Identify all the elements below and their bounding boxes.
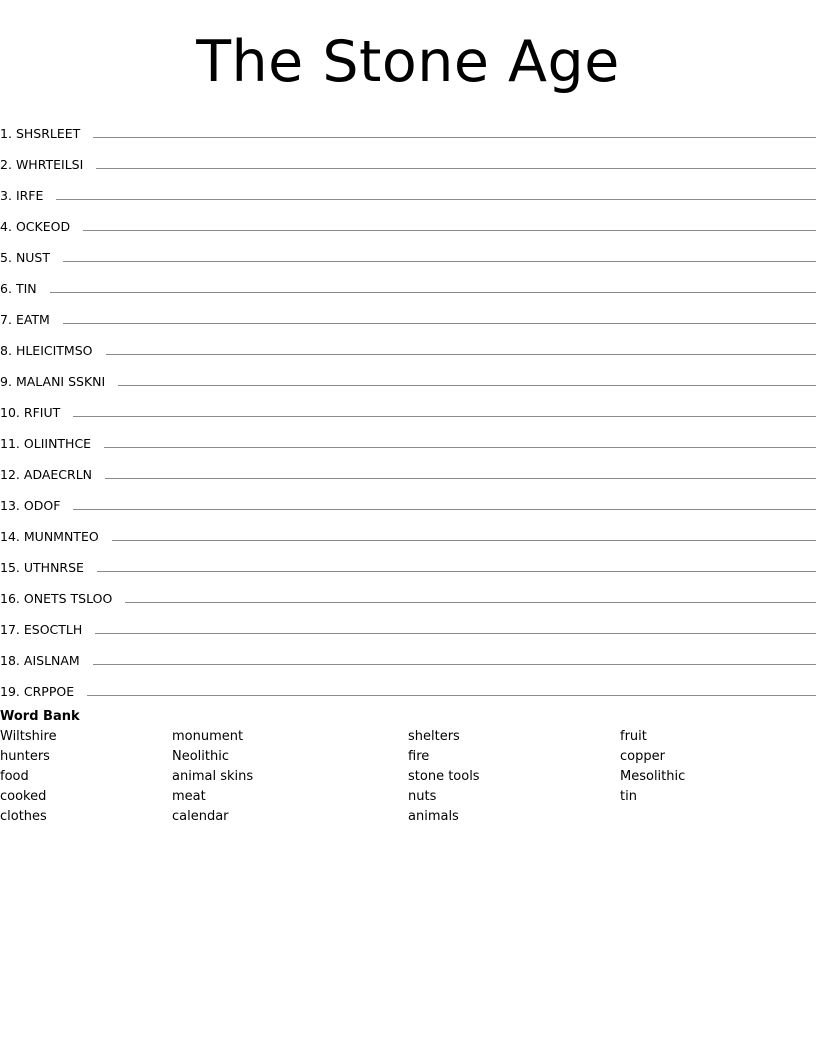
question-number: 3. (0, 188, 12, 203)
scrambled-word: AISLNAM (23, 653, 80, 668)
question-number: 18. (0, 653, 20, 668)
answer-line[interactable] (112, 539, 816, 541)
question-number: 16. (0, 591, 20, 606)
answer-line[interactable] (96, 167, 816, 169)
answer-line[interactable] (97, 570, 816, 572)
question-number: 12. (0, 467, 20, 482)
question-number: 14. (0, 529, 20, 544)
question-label (0, 251, 50, 267)
word-bank-word: Wiltshire (0, 729, 57, 744)
question-row (0, 205, 816, 236)
scrambled-word: IRFE (15, 188, 44, 203)
scrambled-word: ODOF (23, 498, 61, 513)
scrambled-word: TIN (15, 281, 37, 296)
answer-line[interactable] (93, 136, 816, 138)
question-row (0, 546, 816, 577)
answer-line[interactable] (106, 353, 816, 355)
answer-line[interactable] (83, 229, 816, 231)
question-row (0, 112, 816, 143)
scrambled-word: RFIUT (23, 405, 61, 420)
scrambled-word: NUST (15, 250, 51, 265)
answer-line[interactable] (50, 291, 816, 293)
question-row (0, 236, 816, 267)
question-label (0, 561, 84, 577)
question-number: 11. (0, 436, 20, 451)
scrambled-word: ESOCTLH (23, 622, 83, 637)
question-label (0, 623, 82, 639)
question-row (0, 515, 816, 546)
word-bank-word: copper (620, 749, 665, 764)
word-bank-word: calendar (172, 809, 229, 824)
answer-line[interactable] (125, 601, 816, 603)
word-bank-word: cooked (0, 789, 47, 804)
question-number: 19. (0, 684, 20, 699)
question-number: 15. (0, 560, 20, 575)
answer-line[interactable] (73, 508, 816, 510)
word-bank-word: Neolithic (172, 749, 229, 764)
question-label (0, 685, 74, 701)
question-number: 6. (0, 281, 12, 296)
question-label (0, 530, 99, 546)
answer-line[interactable] (87, 694, 816, 696)
question-number: 9. (0, 374, 12, 389)
question-row (0, 267, 816, 298)
scrambled-word: ADAECRLN (23, 467, 93, 482)
question-label (0, 468, 92, 484)
scrambled-word: UTHNRSE (23, 560, 84, 575)
question-number: 10. (0, 405, 20, 420)
question-label (0, 189, 43, 205)
question-row (0, 639, 816, 670)
word-bank-word: fruit (620, 729, 647, 744)
answer-line[interactable] (93, 663, 816, 665)
word-bank-word: Mesolithic (620, 769, 686, 784)
word-bank-grid (0, 725, 816, 835)
word-bank-word: fire (408, 749, 430, 764)
answer-line[interactable] (73, 415, 816, 417)
question-row (0, 453, 816, 484)
question-label (0, 437, 91, 453)
question-row (0, 484, 816, 515)
question-row (0, 174, 816, 205)
answer-line[interactable] (118, 384, 816, 386)
question-label (0, 375, 105, 391)
answer-line[interactable] (95, 632, 816, 634)
answer-line[interactable] (63, 322, 816, 324)
question-number: 8. (0, 343, 12, 358)
question-label (0, 220, 70, 236)
scrambled-word: MUNMNTEO (23, 529, 99, 544)
scrambled-word: ONETS TSLOO (23, 591, 113, 606)
scrambled-word: OLIINTHCE (23, 436, 92, 451)
word-bank-column (620, 727, 685, 807)
question-label (0, 592, 112, 608)
question-label (0, 158, 83, 174)
question-label (0, 499, 60, 515)
scrambled-word: CRPPOE (23, 684, 75, 699)
word-bank-word: tin (620, 789, 637, 804)
word-bank-word: meat (172, 789, 206, 804)
word-bank-word: monument (172, 729, 244, 744)
question-list (0, 112, 816, 701)
question-label (0, 127, 80, 143)
question-label (0, 654, 80, 670)
scrambled-word: MALANI SSKNI (15, 374, 106, 389)
question-number: 4. (0, 219, 12, 234)
scrambled-word: SHSRLEET (15, 126, 81, 141)
word-bank (0, 708, 816, 835)
word-bank-word: nuts (408, 789, 437, 804)
question-row (0, 391, 816, 422)
question-number: 2. (0, 157, 12, 172)
scrambled-word: HLEICITMSO (15, 343, 93, 358)
question-row (0, 329, 816, 360)
question-number: 17. (0, 622, 20, 637)
question-label (0, 406, 60, 422)
answer-line[interactable] (63, 260, 816, 262)
word-bank-word: food (0, 769, 29, 784)
page-title: The Stone Age (196, 29, 620, 95)
word-bank-word: stone tools (408, 769, 480, 784)
question-row (0, 143, 816, 174)
scrambled-word: OCKEOD (15, 219, 71, 234)
question-row (0, 422, 816, 453)
word-bank-column (172, 727, 253, 827)
scrambled-word: WHRTEILSI (15, 157, 84, 172)
question-row (0, 608, 816, 639)
word-bank-word: shelters (408, 729, 460, 744)
question-number: 13. (0, 498, 20, 513)
word-bank-word: animal skins (172, 769, 254, 784)
answer-line[interactable] (105, 477, 816, 479)
scrambled-word: EATM (15, 312, 50, 327)
word-bank-column (0, 727, 57, 827)
word-bank-word: animals (408, 809, 459, 824)
question-label (0, 282, 37, 298)
question-label (0, 313, 50, 329)
question-label (0, 344, 93, 360)
answer-line[interactable] (56, 198, 816, 200)
word-bank-word: hunters (0, 749, 50, 764)
word-bank-column (408, 727, 480, 827)
question-number: 5. (0, 250, 12, 265)
question-number: 7. (0, 312, 12, 327)
question-row (0, 360, 816, 391)
word-bank-title: Word Bank (0, 709, 80, 724)
question-row (0, 577, 816, 608)
answer-line[interactable] (104, 446, 816, 448)
question-number: 1. (0, 126, 12, 141)
word-bank-word: clothes (0, 809, 47, 824)
question-row (0, 298, 816, 329)
question-row (0, 670, 816, 701)
